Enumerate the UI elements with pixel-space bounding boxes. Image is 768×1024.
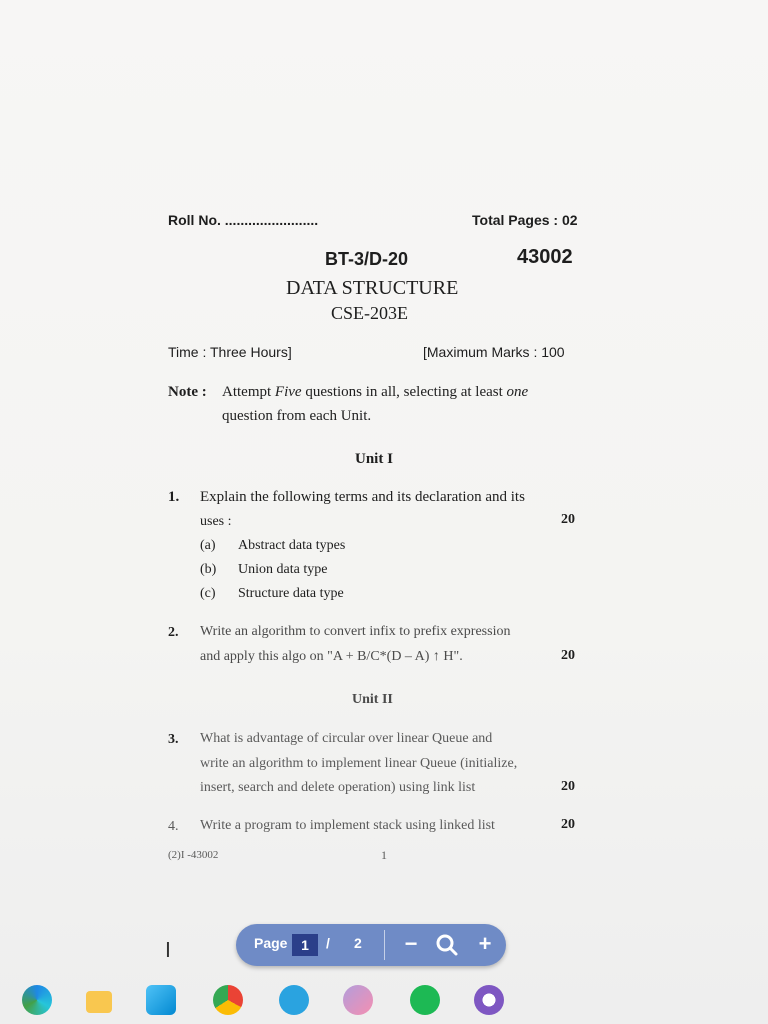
zoom-in-button[interactable]: + xyxy=(478,931,492,956)
edge-icon[interactable] xyxy=(22,985,52,1015)
photos-icon[interactable] xyxy=(146,985,176,1015)
taskbar xyxy=(0,975,768,1024)
telegram-icon[interactable] xyxy=(279,985,309,1015)
q1-item-c-text: Structure data type xyxy=(238,586,344,601)
zoom-out-button[interactable]: − xyxy=(404,931,418,956)
question-2-line-1: Write an algorithm to convert infix to prefix expression xyxy=(200,624,511,639)
question-3-number: 3. xyxy=(168,732,179,747)
page-navigation-toolbar xyxy=(236,924,506,966)
question-4-number: 4. xyxy=(168,819,179,834)
max-marks: [Maximum Marks : 100 xyxy=(423,344,565,360)
question-3-line-1: What is advantage of circular over linear Queue and xyxy=(200,731,493,746)
question-4-line-1: Write a program to implement stack using linked list xyxy=(200,818,495,833)
paper-number: 43002 xyxy=(517,246,573,268)
total-pages: Total Pages : 02 xyxy=(472,212,578,228)
current-page-input[interactable]: 1 xyxy=(292,934,318,956)
q1-item-b-label: (b) xyxy=(200,562,217,577)
time-label: Time : Three Hours] xyxy=(168,344,292,360)
note-line-1: Attempt Five questions in all, selecting at least one xyxy=(222,384,529,400)
file-explorer-icon[interactable] xyxy=(86,991,112,1013)
unit-1-heading: Unit I xyxy=(355,451,393,467)
note-line-2: question from each Unit. xyxy=(222,408,372,424)
q1-item-a-label: (a) xyxy=(200,538,216,553)
question-1-line-2: uses : xyxy=(200,514,232,529)
question-3-line-3: insert, search and delete operation) using link list xyxy=(200,780,476,795)
page-label: Page xyxy=(254,935,288,951)
question-1-number: 1. xyxy=(168,489,180,505)
q1-item-a-text: Abstract data types xyxy=(238,538,346,553)
course-code: CSE-203E xyxy=(331,303,409,323)
note-label: Note : xyxy=(168,384,207,400)
total-pages-label: 2 xyxy=(354,935,362,951)
question-3-line-2: write an algorithm to implement linear Queue (initialize, xyxy=(200,756,518,771)
roll-no: Roll No. ........................ xyxy=(168,212,319,228)
toolbar-divider xyxy=(384,930,385,960)
settings-icon[interactable] xyxy=(474,985,504,1015)
question-1-marks: 20 xyxy=(561,512,575,527)
question-1-line-1: Explain the following terms and its declaration and its xyxy=(200,489,525,505)
text-cursor-icon: I xyxy=(165,938,171,962)
footer-page-number: 1 xyxy=(381,848,387,862)
q1-item-c-label: (c) xyxy=(200,586,216,601)
spotify-icon[interactable] xyxy=(410,985,440,1015)
unit-2-heading: Unit II xyxy=(352,692,393,707)
footer-code: (2)I -43002 xyxy=(168,849,219,861)
page-separator: / xyxy=(326,935,330,951)
question-2-marks: 20 xyxy=(561,648,575,663)
chrome-icon[interactable] xyxy=(213,985,243,1015)
subject-title: DATA STRUCTURE xyxy=(286,277,459,299)
question-3-marks: 20 xyxy=(561,779,575,794)
q1-item-b-text: Union data type xyxy=(238,562,328,577)
teams-icon[interactable] xyxy=(343,985,373,1015)
question-4-marks: 20 xyxy=(561,817,575,832)
question-2-number: 2. xyxy=(168,625,179,640)
exam-code: BT-3/D-20 xyxy=(325,249,409,269)
zoom-icon[interactable] xyxy=(430,928,464,962)
question-2-line-2: and apply this algo on "A + B/C*(D – A) ↑ H". xyxy=(200,649,463,664)
